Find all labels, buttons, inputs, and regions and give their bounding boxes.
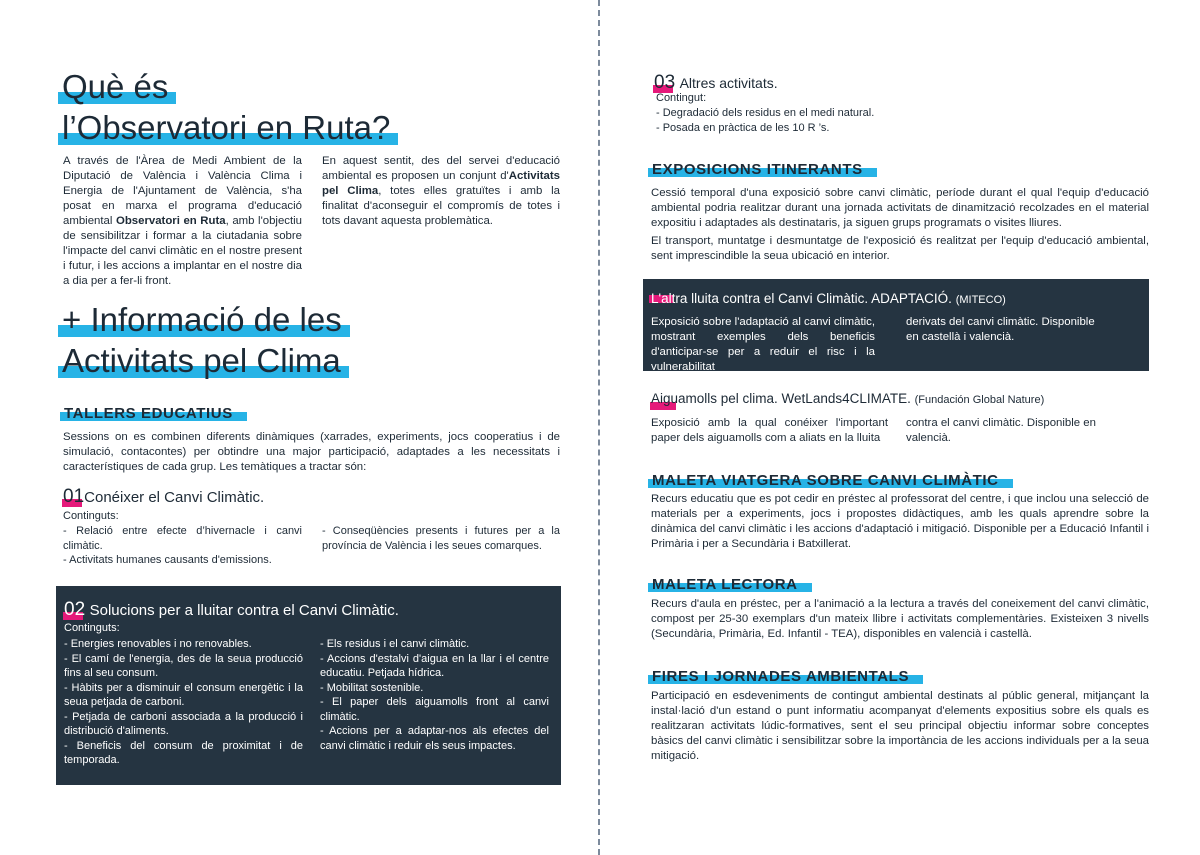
t02-box	[56, 586, 561, 785]
list-item: - El camí de l'energia, des de la seua producció fins al seu consum.	[64, 652, 303, 679]
lectora-heading-text: MALETA LECTORA	[652, 576, 798, 593]
list-item: - Degradació dels residus en el medi natural.	[656, 107, 875, 119]
maleta-heading	[652, 472, 999, 490]
lectora-text: Recurs d'aula en préstec, per a l'animació a la lectura a través del coneixement del canvi climàtic, compost per 25-30 exemplars d'un mateix llibre i activitats complementàries. Existeixen 3 nivells (Secundària, Primària, Ed. Infantil - TEA), disponibles en valencià i castellà.	[651, 598, 1149, 640]
expo-text-1: Cessió temporal d'una exposició sobre canvi climàtic, període durant el qual l'equip d'educació ambiental podria realitzar durant una jornada activitats de dinamització recolzades en el material expositiu i adaptades als destinataris, ja siguen grups programats o visites lliures.	[651, 187, 1149, 229]
t02-label: Continguts:	[64, 622, 120, 634]
info-title-line1: + Informació de les	[62, 301, 342, 338]
t03-title: Altres activitats.	[679, 75, 778, 91]
list-item: - Activitats humanes causants d'emissions.	[63, 554, 272, 566]
list-item: - Energies renovables i no renovables.	[64, 638, 252, 650]
list-item: - Beneficis del consum de proximitat i de temporada.	[64, 739, 303, 766]
fires-text: Participació en esdeveniments de contingut ambiental destinats al públic general, mitjançant la instal·lació d'un estand o punt informatiu acompanyat d'elements expositius sobre els quals es realitzaran activitats lúdic-formatives, sent el seu principal objectiu informar sobre conceptes bàsics del canvi climàtic i sensibilitzar sobre la importància de les accions individuals per a la seua mitigació.	[651, 690, 1149, 762]
wet-heading	[651, 391, 1044, 406]
t03-heading	[654, 72, 778, 94]
intro-column-1	[63, 154, 302, 289]
expo-text-2: El transport, muntatge i desmuntatge de l'exposició és realitzat per l'equip d'educació ambiental, sent imprescindible la seua ubicació en interior.	[651, 235, 1149, 262]
adapt-box	[643, 279, 1149, 371]
info-title-line2: Activitats pel Clima	[62, 342, 341, 379]
intro-col2-text-a: En aquest sentit, des del servei d'educació ambiental es proposen un conjunt d'	[322, 155, 560, 182]
lectora-heading	[652, 576, 798, 594]
main-title	[62, 66, 482, 148]
list-item: - El paper dels aiguamolls front al canvi climàtic.	[320, 696, 549, 723]
intro-col1-text-a: A través de l'Àrea de Medi Ambient de la Diputació de València i València Clima i Energia de l'Ajuntament de València, s'ha posat en marxa el programa d'educació ambiental	[63, 155, 302, 227]
adapt-col2: derivats del canvi climàtic. Disponible en castellà i valencià.	[906, 316, 1095, 343]
t02-list-col2	[320, 637, 549, 753]
main-title-line2: l’Observatori en Ruta?	[62, 109, 391, 146]
t01-list-col2	[322, 524, 560, 553]
list-item: - Conseqüències presents i futures per a la província de València i les seues comarques.	[322, 525, 560, 552]
intro-col2-bold: Activitats pel Clima	[322, 170, 560, 197]
adapt-org: (MITECO)	[955, 294, 1006, 306]
intro-col1-bold: Observatori en Ruta	[115, 215, 226, 227]
intro-col1-text-b: , amb l'objectiu de sensibilitzar i formar a la ciutadania sobre l'impacte del canvi climàtic en el nostre present i futur, i les accions a implantar en el nostre dia a dia per a fer-li front.	[63, 215, 303, 287]
adapt-col1: Exposició sobre l'adaptació al canvi climàtic, mostrant exemples dels beneficis d'anticipar-se per a reduir el risc i la vulnerabilitat	[651, 316, 875, 373]
t01-heading	[63, 486, 264, 508]
maleta-heading-text: MALETA VIATGERA SOBRE CANVI CLIMÀTIC	[652, 472, 999, 489]
t02-title: Solucions per a lluitar contra el Canvi Climàtic.	[89, 602, 399, 619]
list-item: - Relació entre efecte d’hivernacle i canvi climàtic.	[63, 525, 302, 552]
wet-col1: Exposició amb la qual conéixer l'important paper dels aiguamolls com a aliats en la lluita	[651, 417, 888, 444]
main-title-line1: Què és	[62, 68, 169, 105]
info-title	[62, 299, 482, 381]
list-item: - Accions d'estalvi d'aigua en la llar i el centre educatiu. Petjada hídrica.	[320, 652, 549, 679]
tallers-text: Sessions on es combinen diferents dinàmiques (xarrades, experiments, jocs cooperatius i de simulació, contacontes) per obtindre una major participació, adaptades a les necessitats i característiques de cada grup. Les temàtiques a tractar són:	[63, 431, 560, 473]
maleta-text: Recurs educatiu que es pot cedir en préstec al professorat del centre, i que inclou una selecció de materials per a experiments, jocs i propostes didàctiques, amb les quals aprendre sobre la dinàmica del canvi climàtic i les accions d'adaptació i mitigació. Disponible per a Educació Infantil i Primària i per a Secundària i Batxillerat.	[651, 493, 1149, 550]
t03-list	[656, 106, 1056, 135]
list-item: - Posada en pràctica de les 10 R ’s.	[656, 121, 830, 134]
tallers-heading	[64, 405, 233, 423]
adapt-heading	[651, 291, 1006, 306]
page-fold-divider	[598, 0, 600, 855]
list-item: - Petjada de carboni associada a la producció i distribució d'aliments.	[64, 710, 303, 737]
intro-col2-text-b: , totes elles gratuïtes i amb la finalitat d'aconseguir el compromís de totes i tots davant aquesta problemàtica.	[322, 185, 561, 227]
t01-number: 01	[63, 486, 85, 507]
fires-heading	[652, 668, 909, 686]
expo-heading	[652, 161, 863, 179]
wet-col2: contra el canvi climàtic. Disponible en valencià.	[906, 417, 1096, 444]
list-item: - Accions per a adaptar-nos als efectes del canvi climàtic i reduir els seus impactes.	[320, 725, 549, 752]
wet-title: Aiguamolls pel clima. WetLands4CLIMATE.	[651, 391, 911, 406]
list-item: - Hàbits per a disminuir el consum energètic i la seua petjada de carboni.	[64, 681, 303, 708]
t03-number: 03	[654, 72, 676, 93]
t03-label: Contingut:	[656, 92, 707, 104]
fires-heading-text: FIRES I JORNADES AMBIENTALS	[652, 668, 910, 685]
list-item: - Els residus i el canvi climàtic.	[320, 638, 470, 650]
intro-column-2	[322, 154, 560, 229]
wet-org: (Fundación Global Nature)	[914, 394, 1045, 406]
t01-label: Continguts:	[63, 510, 119, 522]
t01-list-col1	[63, 524, 302, 568]
t02-list-col1	[64, 637, 303, 768]
tallers-heading-text: TALLERS EDUCATIUS	[64, 405, 233, 422]
t02-number: 02	[64, 599, 86, 620]
list-item: - Mobilitat sostenible.	[320, 681, 424, 694]
t01-title: Conéixer el Canvi Climàtic.	[84, 489, 265, 506]
expo-heading-text: EXPOSICIONS ITINERANTS	[652, 161, 863, 178]
adapt-title: L'altra lluita contra el Canvi Climàtic. ADAPTACIÓ.	[651, 291, 952, 306]
t02-heading	[64, 599, 399, 621]
